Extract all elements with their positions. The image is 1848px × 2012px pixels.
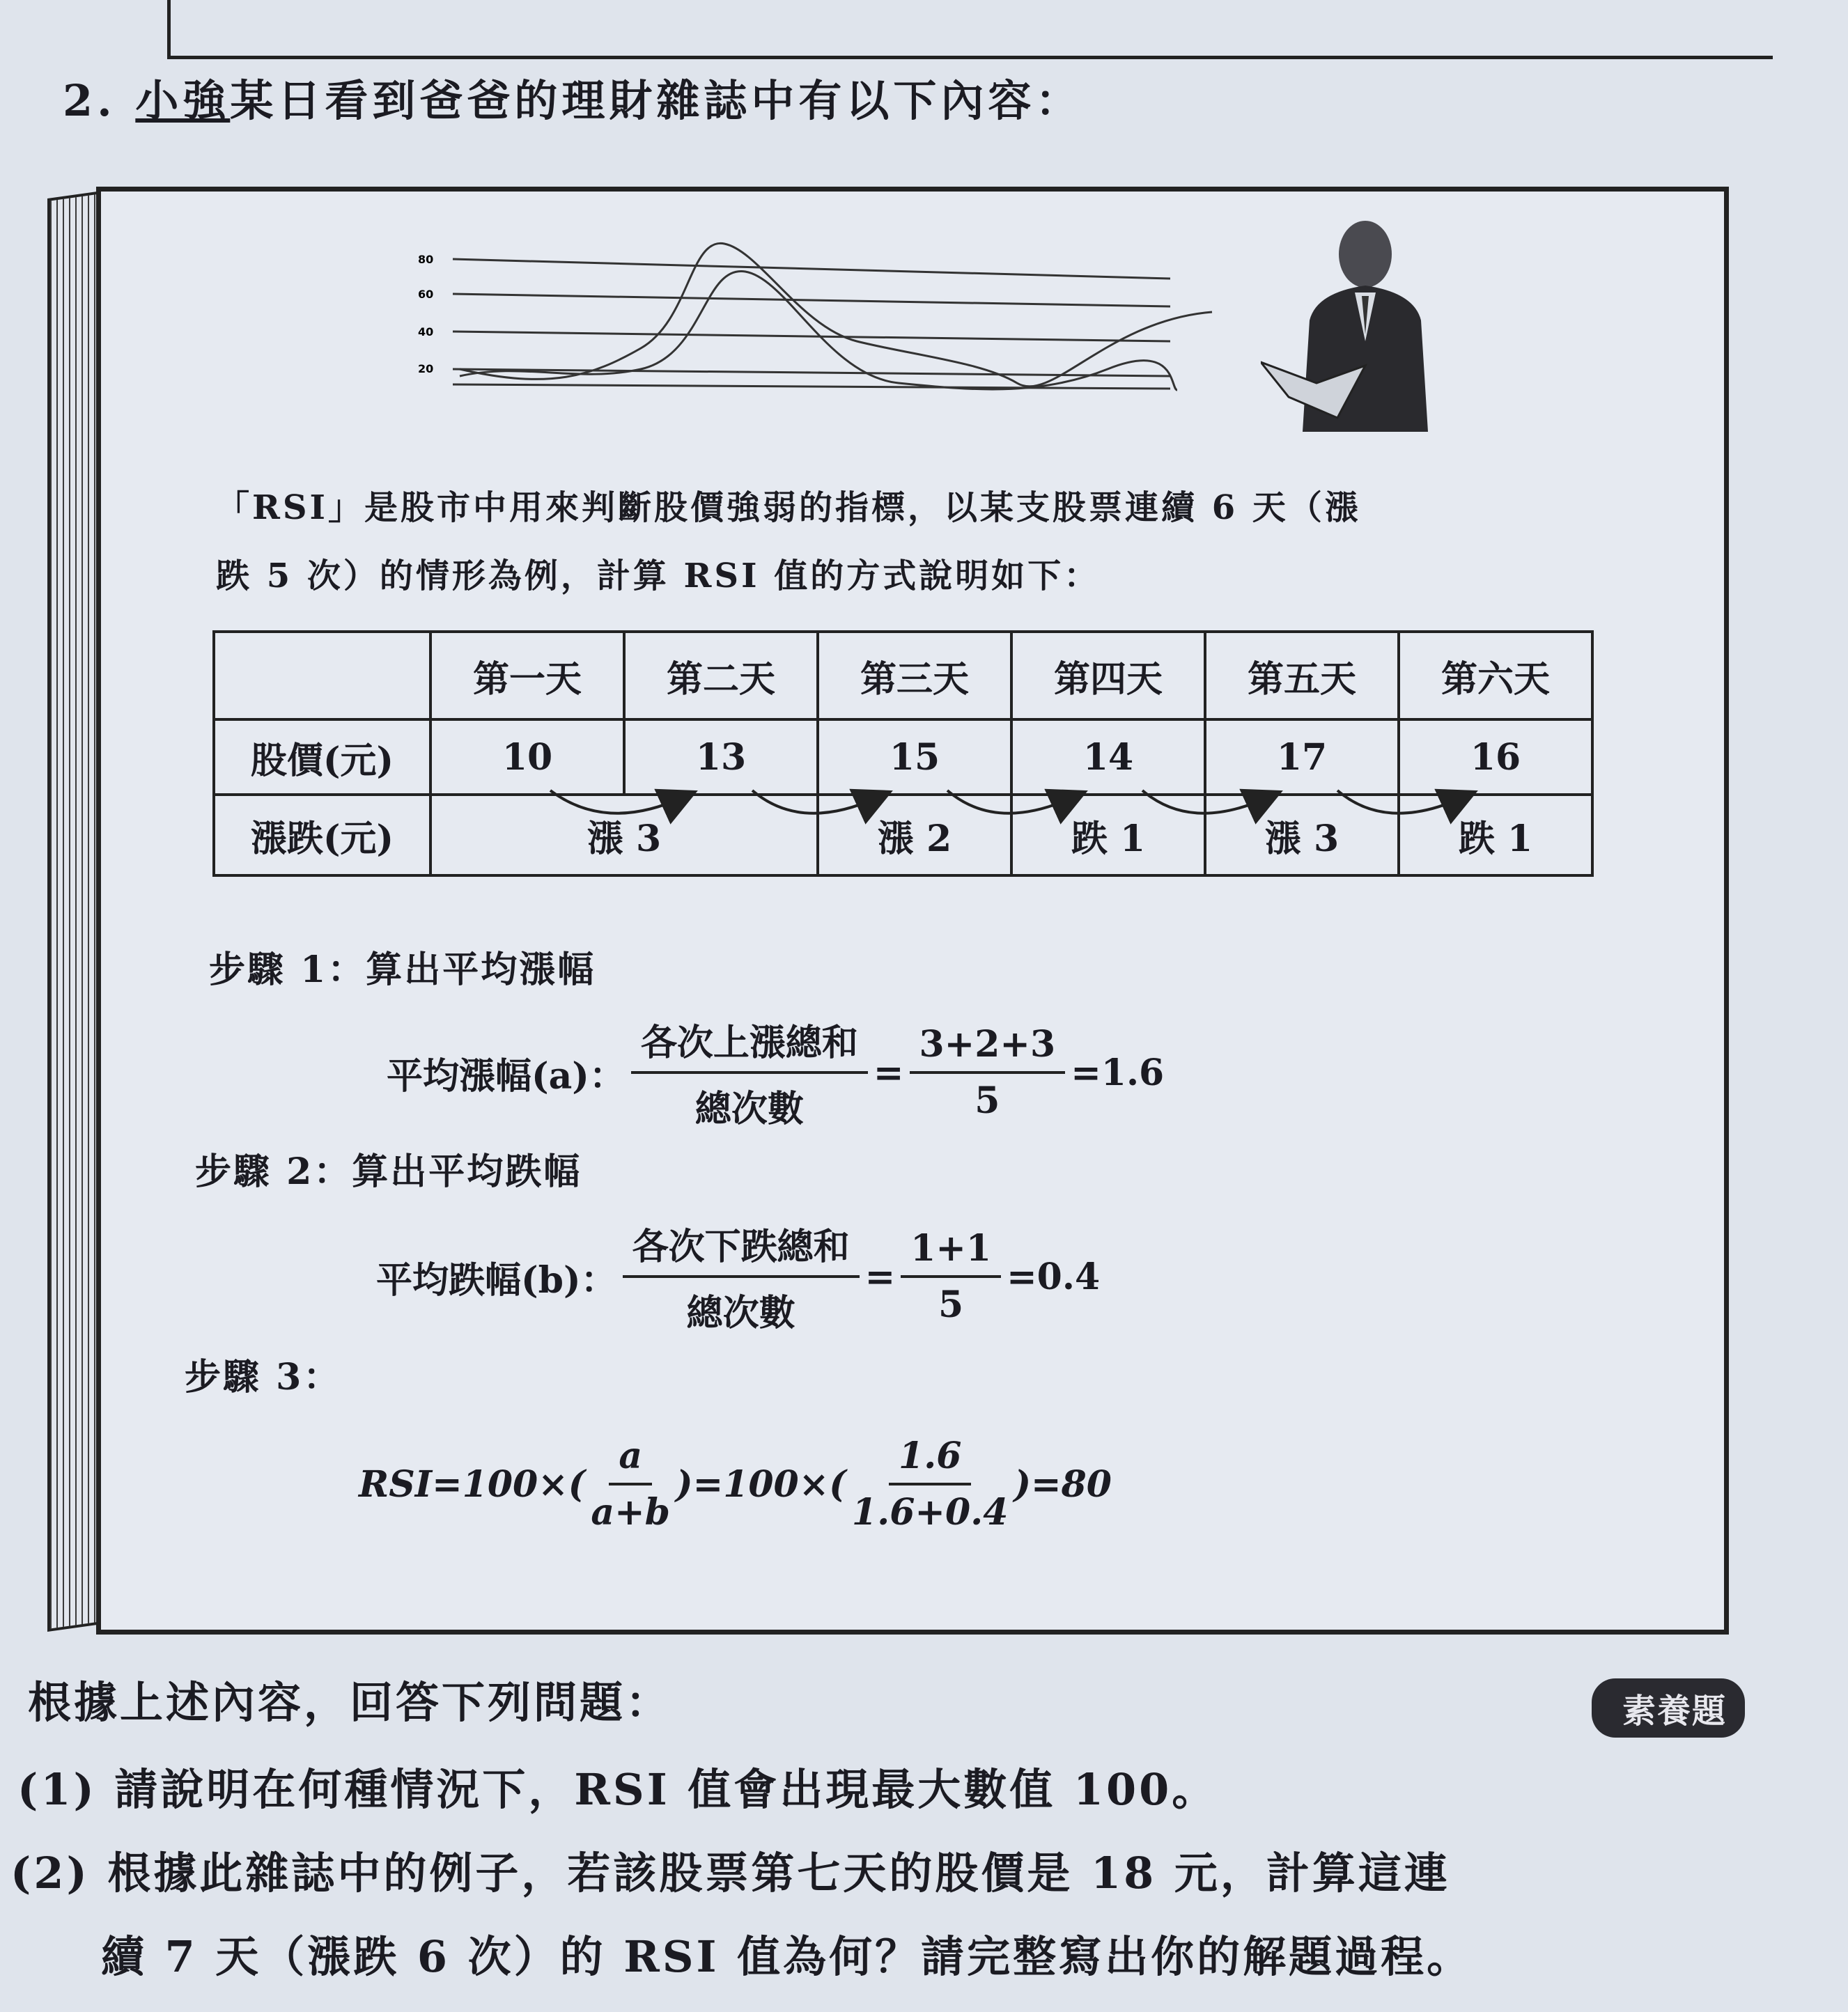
f1-numerator: 各次上漲總和 [631, 1013, 868, 1074]
formula-rsi [359, 1435, 1112, 1534]
literacy-badge: 素養題 [1592, 1678, 1745, 1738]
questions-header: 根據上述內容，回答下列問題： [28, 1677, 672, 1728]
f1-denominator-2: 5 [975, 1079, 1000, 1122]
f2-fraction-numbers [901, 1227, 1001, 1326]
change-5: 跌 1 [1399, 795, 1592, 875]
y-tick-40: 40 [418, 325, 434, 338]
change-1: 漲 3 [430, 795, 818, 875]
f2-fraction-words [623, 1217, 860, 1336]
formula-average-gain [387, 1013, 1164, 1132]
para-line-2: 跌 5 次）的情形為例，計算 RSI 值的方式說明如下： [216, 556, 1101, 595]
f3-denominator-2: 1.6+0.4 [851, 1491, 1009, 1534]
previous-question-frame [167, 0, 1773, 59]
f3-denominator: a+b [591, 1491, 671, 1534]
f1-fraction-words [631, 1013, 868, 1132]
arrow-1 [550, 790, 683, 813]
f2-equals: = [864, 1255, 896, 1298]
question-1: (1) 請說明在何種情況下，RSI 值會出現最大數值 100。 [17, 1764, 1218, 1815]
arrow-5 [1337, 790, 1463, 813]
question-2-line-1: (2) 根據此雜誌中的例子，若該股票第七天的股價是 18 元，計算這連 [10, 1848, 1450, 1898]
day-2-header: 第二天 [624, 632, 818, 719]
y-tick-80: 80 [418, 253, 434, 266]
price-day-3: 15 [818, 719, 1011, 795]
price-day-5: 17 [1205, 719, 1399, 795]
change-label: 漲跌(元) [214, 795, 430, 875]
f3-numerator: a [609, 1435, 652, 1485]
price-day-1: 10 [430, 719, 624, 795]
f3-result: )=80 [1014, 1463, 1112, 1506]
day-header-row [214, 632, 1592, 719]
change-2: 漲 2 [818, 795, 1011, 875]
arrow-4 [1142, 790, 1268, 813]
f3-middle: )=100×( [676, 1463, 846, 1506]
f2-numerator: 各次下跌總和 [623, 1217, 860, 1278]
f2-denominator-2: 5 [938, 1284, 964, 1326]
corner-cell [214, 632, 430, 719]
f1-equals: = [873, 1051, 904, 1094]
price-day-4: 14 [1011, 719, 1205, 795]
question-2-line-2: 續 7 天（漲跌 6 次）的 RSI 值為何？請完整寫出你的解題過程。 [101, 1931, 1473, 1982]
f1-numerator-2: 3+2+3 [910, 1023, 1066, 1074]
f1-result: =1.6 [1071, 1051, 1165, 1094]
f1-denominator: 總次數 [694, 1088, 804, 1130]
change-3: 跌 1 [1011, 795, 1205, 875]
change-4: 漲 3 [1205, 795, 1399, 875]
f2-denominator: 總次數 [686, 1292, 795, 1334]
y-tick-20: 20 [418, 362, 434, 375]
day-4-header: 第四天 [1011, 632, 1205, 719]
f3-prefix: RSI=100×( [359, 1463, 586, 1506]
price-label: 股價(元) [214, 719, 430, 795]
f1-fraction-numbers [910, 1023, 1066, 1122]
day-6-header: 第六天 [1399, 632, 1592, 719]
f2-label: 平均跌幅(b)： [376, 1258, 617, 1302]
day-5-header: 第五天 [1205, 632, 1399, 719]
price-day-2: 13 [624, 719, 818, 795]
question-heading [63, 66, 1082, 128]
step-3-title: 步驟 3： [185, 1356, 342, 1398]
step-2-title: 步驟 2：算出平均跌幅 [195, 1151, 582, 1193]
price-change-table [212, 630, 1594, 877]
grid-lines [453, 259, 1170, 389]
arrow-2 [752, 790, 878, 813]
businessman-reading-illustration [1261, 216, 1449, 446]
f3-numerator-2: 1.6 [889, 1435, 971, 1485]
arrow-3 [947, 790, 1073, 813]
person-name: 小強 [135, 75, 231, 126]
f3-fraction-symbols [591, 1435, 670, 1534]
change-arrows [522, 777, 1498, 832]
formula-average-loss [376, 1217, 1100, 1336]
f2-result: =0.4 [1007, 1255, 1101, 1298]
step-1-title: 步驟 1：算出平均漲幅 [209, 949, 596, 991]
rsi-line-illustration [411, 230, 1226, 411]
question-intro: 某日看到爸爸的理財雜誌中有以下內容： [230, 75, 1083, 126]
para-line-1: 「RSI」是股市中用來判斷股價強弱的指標，以某支股票連續 6 天（漲 [216, 488, 1361, 527]
day-3-header: 第三天 [818, 632, 1011, 719]
price-day-6: 16 [1399, 719, 1592, 795]
f3-fraction-numbers [852, 1435, 1009, 1534]
question-number: 2. [63, 75, 116, 126]
y-tick-60: 60 [418, 288, 434, 301]
day-1-header: 第一天 [430, 632, 624, 719]
rsi-description [216, 474, 1609, 610]
f2-numerator-2: 1+1 [901, 1227, 1001, 1278]
f1-label: 平均漲幅(a)： [387, 1054, 626, 1098]
rsi-curve-1 [460, 243, 1212, 386]
